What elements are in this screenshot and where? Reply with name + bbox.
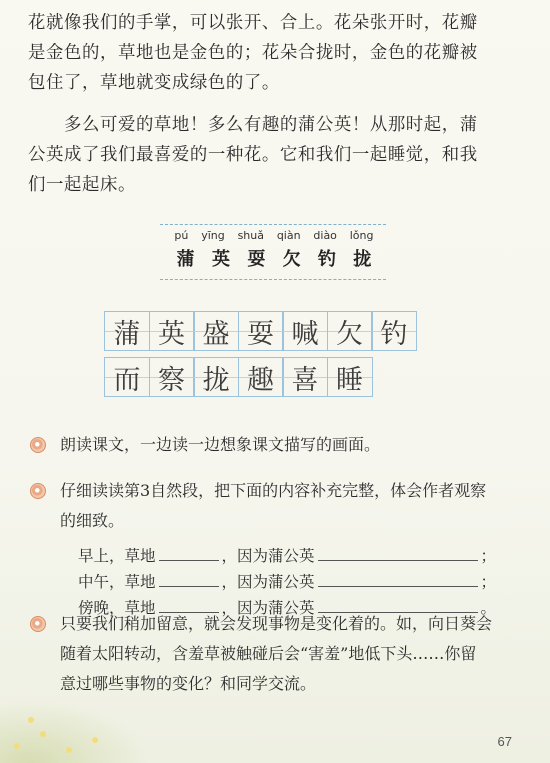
answer-blank[interactable]: [159, 572, 219, 587]
grid-character: 钓: [371, 311, 417, 351]
exercise-text: 朗读课文，一边读一边想象课文描写的画面。: [60, 435, 381, 454]
pinyin-label: lǒng: [349, 229, 374, 242]
grid-character: 喊: [282, 311, 328, 351]
vocab-character: 蒲: [176, 249, 195, 270]
writing-grid-row-2: [104, 357, 371, 397]
text-line: 是金色的，草地也是金色的；花朵合拢时，金色的花瓣被: [28, 43, 478, 63]
grid-character: 拢: [193, 357, 239, 397]
flower-bullet-icon: [30, 616, 46, 632]
vocabulary-box: [160, 224, 386, 280]
passage-paragraph-2: [28, 110, 528, 200]
answer-blank[interactable]: [318, 572, 478, 587]
exercise-text: 仔细读读第3自然段，把下面的内容补充完整，体会作者观察: [60, 481, 487, 500]
pinyin-label: qiàn: [276, 229, 301, 242]
page-number: 67: [497, 734, 512, 749]
grid-character: 睡: [327, 357, 373, 397]
exercise-text: 随着太阳转动，含羞草被触碰后会“害羞”地低下头……你留: [60, 644, 477, 663]
exercise-text: 的细致。: [60, 511, 125, 530]
answer-blank[interactable]: [159, 546, 219, 561]
fill-middle: ，因为蒲公英: [221, 573, 315, 591]
passage-paragraph-1: [28, 8, 528, 98]
fill-prefix: 中午，草地: [78, 573, 156, 591]
fill-end: ；: [480, 573, 497, 591]
writing-grid-row-1: [104, 311, 416, 351]
vocab-character: 英: [211, 249, 230, 270]
flower-bullet-icon: [30, 437, 46, 453]
pinyin-row: [168, 229, 380, 242]
pinyin-label: shuǎ: [237, 229, 264, 242]
vocab-character: 欠: [282, 249, 301, 270]
grid-character: 盛: [193, 311, 239, 351]
text-line: 多么可爱的草地！多么有趣的蒲公英！从那时起，蒲: [28, 115, 478, 135]
vocab-character-row: [168, 245, 380, 271]
answer-blank[interactable]: [318, 546, 478, 561]
pinyin-label: pú: [174, 229, 189, 242]
text-line: 花就像我们的手掌，可以张开、合上。花朵张开时，花瓣: [28, 13, 478, 33]
vocab-character: 耍: [247, 249, 266, 270]
vocab-character: 钓: [317, 249, 336, 270]
grid-character: 而: [104, 357, 150, 397]
grid-character: 喜: [282, 357, 328, 397]
grid-character: 趣: [238, 357, 284, 397]
text-line: 公英成了我们最喜爱的一种花。它和我们一起睡觉，和我: [28, 145, 478, 165]
fill-prefix: 傍晚，草地: [78, 599, 156, 617]
pinyin-label: diào: [313, 229, 337, 242]
flower-decoration: [0, 699, 150, 763]
pinyin-label: yīng: [201, 229, 225, 242]
text-line: 们一起起床。: [28, 175, 136, 195]
vocab-character: 拢: [353, 249, 372, 270]
fill-middle: ，因为蒲公英: [221, 599, 315, 617]
grid-character: 欠: [327, 311, 373, 351]
fill-end: 。: [480, 599, 497, 617]
fill-in-line: [78, 570, 496, 592]
fill-middle: ，因为蒲公英: [221, 547, 315, 565]
grid-character: 耍: [238, 311, 284, 351]
grid-character: 英: [149, 311, 195, 351]
flower-bullet-icon: [30, 483, 46, 499]
grid-character: 蒲: [104, 311, 150, 351]
fill-end: ；: [480, 547, 497, 565]
grid-character: 察: [149, 357, 195, 397]
text-line: 包住了，草地就变成绿色的了。: [28, 73, 280, 93]
exercise-text: 只要我们稍加留意，就会发现事物是变化着的。如，向日葵会: [60, 614, 493, 633]
exercise-text: 意过哪些事物的变化？和同学交流。: [60, 674, 317, 693]
fill-in-line: [78, 544, 496, 566]
fill-prefix: 早上，草地: [78, 547, 156, 565]
